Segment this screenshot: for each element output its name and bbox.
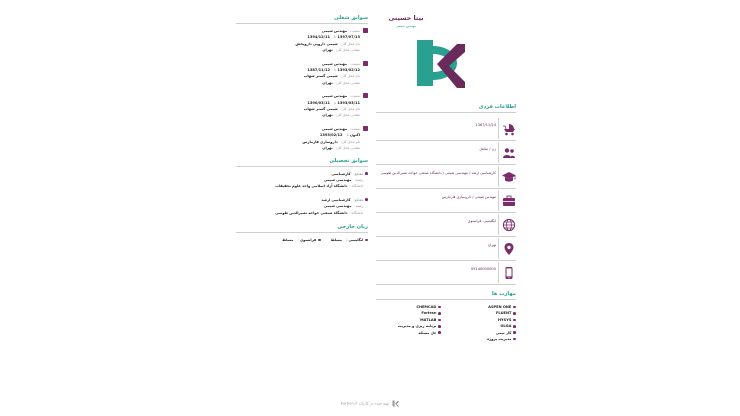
skill-name: مدیریت پروژه <box>487 337 512 342</box>
work-entry-rows <box>236 61 368 87</box>
skill-item <box>376 330 441 336</box>
bullet-icon <box>365 172 368 175</box>
globe-icon <box>502 217 516 231</box>
work-entry <box>236 126 368 152</box>
work-entry <box>236 28 368 54</box>
work-address-value: تهران <box>322 48 333 53</box>
bullet-icon <box>513 325 516 328</box>
personal-info-row <box>376 261 516 285</box>
bullet-icon <box>513 338 516 341</box>
work-address-row <box>236 145 360 151</box>
skill-name: FLUENT <box>495 311 512 316</box>
skills-section <box>376 290 516 342</box>
document-icon <box>363 61 368 66</box>
language-name: انگلیسی <box>348 237 364 242</box>
personal-info-divider <box>498 238 499 259</box>
personal-info-title: اطلاعات فردی <box>376 103 516 113</box>
right-column-header <box>376 14 516 31</box>
personal-info-list <box>376 117 516 285</box>
skill-name: CHEMCAD <box>416 305 437 309</box>
bullet-icon <box>438 331 441 334</box>
bullet-icon <box>438 312 441 315</box>
work-position-label: سمت: <box>350 94 360 99</box>
personal-info-divider <box>498 142 499 163</box>
bullet-icon <box>513 312 516 315</box>
work-company-value: شیمی گستر شهاب <box>303 107 338 112</box>
bullet-icon <box>365 239 368 242</box>
skill-name: Fortran <box>421 311 437 316</box>
skill-name: HYSYS <box>498 317 512 322</box>
personal-info-row <box>376 141 516 165</box>
personal-info-value: 1367/11/24 <box>475 123 496 127</box>
bullet-icon <box>513 331 516 334</box>
work-date-to: اکنون <box>349 133 360 138</box>
language-level: مسلط <box>330 237 342 242</box>
work-position-label: سمت: <box>350 126 360 131</box>
work-date-sep: تا <box>345 133 350 138</box>
bullet-icon <box>438 306 441 309</box>
work-date-from: 1394/12/11 <box>307 35 330 40</box>
education-degree-value: کارشناسی ارشد <box>321 197 351 202</box>
skills-title: مهارت ها <box>376 290 516 300</box>
skills-list <box>376 304 516 342</box>
work-entry <box>236 61 368 87</box>
footer-text: تهیه شده در کاربان karbon.ir <box>340 400 390 406</box>
work-address-label: نشانی محل کار: <box>335 80 360 85</box>
language-sep: / <box>345 237 349 242</box>
personal-info-divider <box>498 118 499 139</box>
education-university-value: دانشگاه صنعتی خواجه نصیرالدین طوسی <box>275 210 348 215</box>
phone-icon <box>502 265 516 279</box>
education-field-value: مهندسی شیمی <box>323 177 352 182</box>
education-entry <box>236 171 368 190</box>
work-date-to: 1393/03/11 <box>337 100 360 105</box>
people-icon <box>502 145 516 159</box>
skill-name: کار تیمی <box>495 330 512 335</box>
work-address-value: تهران <box>322 80 333 85</box>
personal-info-value: زن / متاهل <box>479 147 496 151</box>
work-entry <box>236 93 368 119</box>
personal-info-value: انگلیسی، فرانسوی <box>467 219 496 223</box>
education-degree-label: مقطع: <box>353 171 364 176</box>
education-university-label: دانشگاه: <box>350 210 364 215</box>
language-name: فرانسوی <box>299 237 317 242</box>
work-address-label: نشانی محل کار: <box>335 48 360 53</box>
personal-info-row <box>376 213 516 237</box>
work-date-sep: تا <box>332 68 338 73</box>
skill-item <box>451 336 516 342</box>
work-history-list <box>236 28 368 152</box>
personal-info-divider <box>498 190 499 211</box>
education-list <box>236 171 368 216</box>
karbon-small-logo-icon <box>392 400 399 407</box>
name-block <box>296 14 516 28</box>
work-position-label: سمت: <box>350 29 360 33</box>
work-entry-rows <box>236 28 368 54</box>
personal-info-row <box>376 237 516 261</box>
work-address-label: نشانی محل کار: <box>335 113 360 118</box>
work-company-label: نام محل کار: <box>340 139 360 144</box>
education-field-label: رشته: <box>354 177 364 182</box>
personal-info-row <box>376 165 516 189</box>
document-icon <box>363 126 368 131</box>
education-field-label: رشته: <box>354 204 364 209</box>
work-address-row <box>236 47 360 53</box>
work-position-value: مهندس شیمی <box>321 29 348 33</box>
bullet-icon <box>365 198 368 201</box>
education-university-row <box>236 183 368 189</box>
language-item <box>331 237 368 243</box>
personal-info-divider <box>498 214 499 235</box>
work-history-title: سوابق شغلی <box>236 14 368 24</box>
language-sep: / <box>296 237 300 242</box>
work-position-label: سمت: <box>350 61 360 66</box>
personal-info-value: کارشناسی ارشد / مهندسی شیمی / دانشگاه صنعتی خواجه نصیرالدین طوسی <box>380 171 496 175</box>
work-date-sep: تا <box>332 100 338 105</box>
personal-info-row <box>376 189 516 213</box>
languages-list <box>236 237 368 243</box>
briefcase-icon <box>502 193 516 207</box>
footer <box>0 400 740 407</box>
work-address-row <box>236 112 360 118</box>
graduation-cap-icon <box>502 169 516 183</box>
education-entry-rows <box>236 197 368 216</box>
work-address-value: تهران <box>322 146 333 151</box>
work-date-from: 1390/03/11 <box>307 100 330 105</box>
languages-title: زبان خارجی <box>236 223 368 233</box>
work-address-label: نشانی محل کار: <box>335 146 360 151</box>
work-date-from: 1387/11/12 <box>307 68 330 73</box>
language-level: مسلط <box>282 237 294 242</box>
bullet-icon <box>438 319 441 322</box>
work-date-sep: تا <box>332 35 338 40</box>
work-company-value: داروسازی فارمارس <box>302 139 338 144</box>
work-address-row <box>236 80 360 86</box>
skill-name: MATLAB <box>420 317 437 322</box>
stroller-icon <box>502 121 516 135</box>
work-date-to: 1397/07/13 <box>337 35 360 40</box>
personal-info-value: 09140000000 <box>470 267 496 271</box>
education-degree-value: کارشناسی <box>331 171 351 176</box>
education-university-label: دانشگاه: <box>350 184 364 189</box>
personal-info-divider <box>498 262 499 283</box>
work-company-value: شیمی گستر شهاب <box>303 74 338 79</box>
person-name: بیتا حسینی <box>388 14 424 22</box>
bullet-icon <box>513 319 516 322</box>
personal-info-divider <box>498 166 499 187</box>
location-pin-icon <box>502 241 516 255</box>
language-item <box>282 237 321 243</box>
skill-name: ASPEN ONE <box>488 305 512 309</box>
education-field-value: مهندسی شیمی <box>323 204 352 209</box>
skill-name: OLGA <box>500 324 512 329</box>
education-degree-label: مقطع: <box>353 197 364 202</box>
person-job-title: مهندس شیمی <box>395 24 417 28</box>
work-position-value: مهندس شیمی <box>321 61 348 66</box>
work-date-to: 1393/02/12 <box>337 68 360 73</box>
bullet-icon <box>513 306 516 309</box>
work-date-from: 1393/02/12 <box>319 133 343 138</box>
work-company-label: نام محل کار: <box>340 41 360 46</box>
education-title: سوابق تحصیلی <box>236 157 368 167</box>
document-icon <box>363 28 368 33</box>
work-entry-rows <box>236 93 368 119</box>
education-university-value: دانشگاه آزاد اسلامی واحد علوم تحقیقات <box>275 184 348 189</box>
left-column <box>236 14 368 243</box>
document-icon <box>363 93 368 98</box>
personal-info-value: مهندس شیمی / داروسازی فارمارس <box>441 195 496 199</box>
education-entry-rows <box>236 171 368 190</box>
work-position-value: مهندس شیمی <box>321 126 348 131</box>
bullet-icon <box>318 239 321 242</box>
skill-name: برنامه ریزی و مدیریت <box>397 324 437 329</box>
work-company-label: نام محل کار: <box>340 107 360 112</box>
personal-info-row <box>376 117 516 141</box>
karbon-logo-icon <box>413 36 467 90</box>
skill-name: حل مسئله <box>418 330 437 335</box>
work-company-value: شیمی داروپی داروپخش <box>295 41 338 46</box>
work-position-value: مهندس شیمی <box>321 94 348 99</box>
bullet-icon <box>438 325 441 328</box>
work-address-value: تهران <box>322 113 333 118</box>
education-entry <box>236 197 368 216</box>
work-entry-rows <box>236 126 368 152</box>
work-company-label: نام محل کار: <box>340 74 360 79</box>
personal-info-value: تهران <box>487 243 496 247</box>
personal-info-section <box>376 103 516 285</box>
education-university-row <box>236 210 368 216</box>
